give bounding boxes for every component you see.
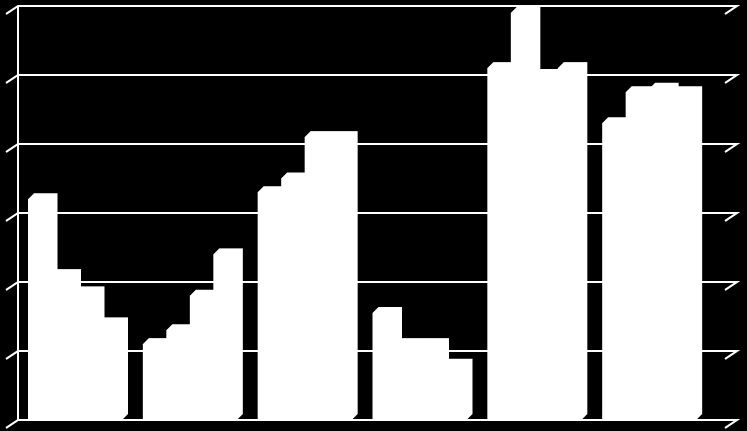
bar xyxy=(558,62,588,420)
gridline xyxy=(6,75,737,83)
bar-group xyxy=(373,307,473,420)
bar xyxy=(328,131,358,420)
bar-group xyxy=(143,248,243,420)
bar xyxy=(673,86,703,420)
bar xyxy=(213,248,243,420)
gridline xyxy=(6,6,737,14)
bar xyxy=(99,317,129,420)
bar-group xyxy=(28,193,128,420)
bar-group xyxy=(258,131,358,420)
bar xyxy=(443,359,473,420)
gridline xyxy=(6,420,737,428)
bar-group xyxy=(602,83,702,420)
bar-group xyxy=(487,7,587,420)
